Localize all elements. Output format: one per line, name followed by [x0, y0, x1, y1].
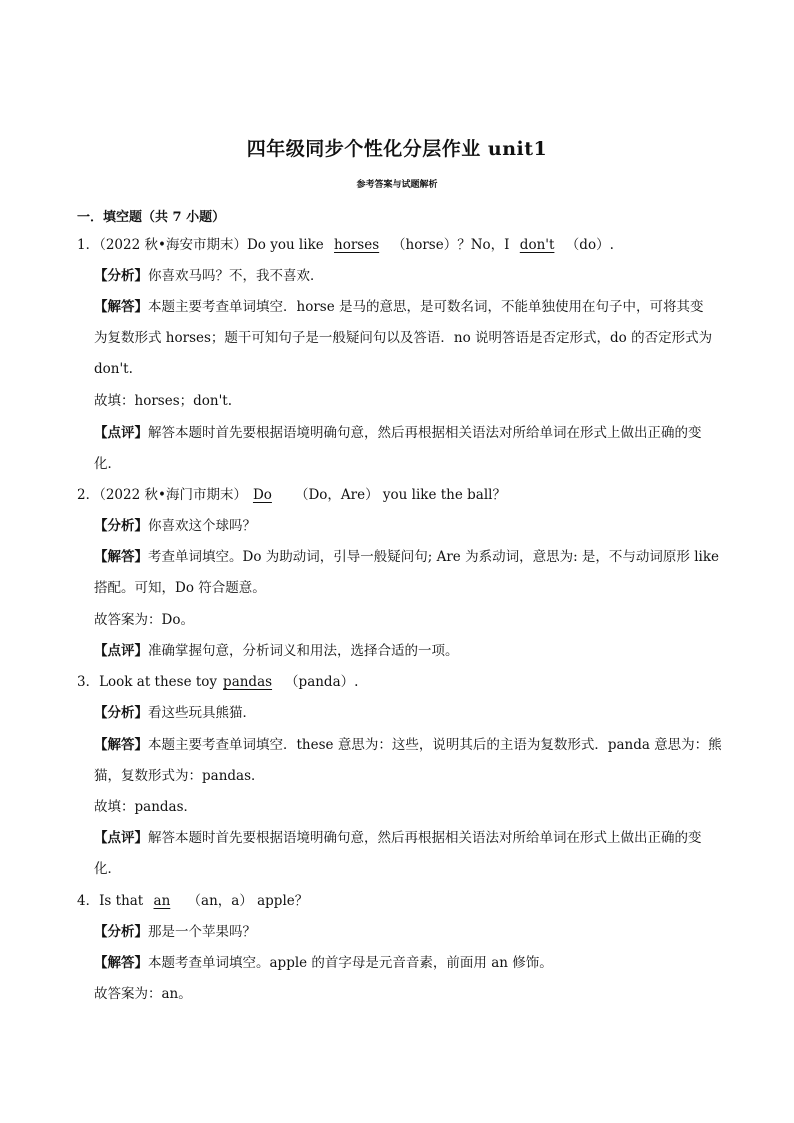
page-title: 四年级同步个性化分层作业 unit1 [246, 138, 548, 160]
answer-text: 本题考查单词填空。apple 的首字母是元音音素，前面用 an 修饰。 [148, 955, 553, 971]
answer-tag: 【解答】 [94, 737, 148, 753]
question-2 [77, 486, 506, 504]
answer-line [94, 298, 703, 316]
analysis-text: 那是一个苹果吗？ [148, 924, 256, 940]
question-text: （Do，Are） you like the ball？ [294, 487, 506, 503]
answer-tag: 【解答】 [94, 299, 148, 315]
comment-tag: 【点评】 [94, 643, 148, 659]
analysis-line [94, 517, 256, 535]
comment-text: 化． [94, 861, 121, 877]
answer-line [94, 954, 553, 972]
section-heading: 一．填空题（共 7 小题） [77, 210, 226, 225]
question-text: 3．Look at these toy [77, 674, 218, 690]
question-text: （horse）？No，I [392, 237, 514, 253]
answer-blank: pandas [223, 674, 273, 690]
answer-blank: Do [252, 487, 272, 503]
analysis-line [94, 267, 324, 285]
answer-line [94, 548, 719, 566]
analysis-tag: 【分析】 [94, 705, 148, 721]
question-text: （do）. [565, 237, 614, 253]
question-text: 1．（2022 秋•海安市期末）Do you like [77, 237, 329, 253]
answer-blank: horses [334, 237, 380, 253]
comment-text: 准确掌握句意，分析词义和用法，选择合适的一项。 [148, 643, 459, 659]
comment-line [94, 424, 702, 442]
comment-tag: 【点评】 [94, 425, 148, 441]
comment-tag: 【点评】 [94, 830, 148, 846]
question-text: 4．Is that [77, 893, 148, 909]
answer-text: 搭配。可知，Do 符合题意。 [94, 580, 266, 596]
answer-text: 考查单词填空。Do 为助动词，引导一般疑问句; Are 为系动词，意思为: 是，不与动词原形 like [148, 549, 720, 565]
answer-text: don't. [94, 361, 133, 377]
analysis-tag: 【分析】 [94, 924, 148, 940]
answer-line [94, 736, 722, 754]
fill-answer: 故填：pandas． [94, 799, 198, 815]
answer-text: 本题主要考查单词填空．horse 是马的意思，是可数名词，不能单独使用在句子中，可将其变 [148, 299, 704, 315]
question-text: （an，a） apple？ [187, 893, 309, 909]
answer-text: 本题主要考查单词填空．these 意思为：这些，说明其后的主语为复数形式．panda 意思为：熊 [148, 737, 722, 753]
answer-blank: don't [519, 237, 555, 253]
answer-text: 猫，复数形式为：pandas． [94, 768, 265, 784]
analysis-text: 你喜欢马吗？不，我不喜欢． [148, 268, 324, 284]
answer-blank: an [153, 893, 171, 909]
answer-tag: 【解答】 [94, 955, 148, 971]
fill-answer: 故填：horses；don't. [94, 393, 233, 409]
comment-line [94, 829, 702, 847]
analysis-line [94, 704, 256, 722]
question-text: （panda）. [285, 674, 359, 690]
fill-answer: 故答案为：an。 [94, 986, 192, 1002]
comment-text: 解答本题时首先要根据语境明确句意，然后再根据相关语法对所给单词在形式上做出正确的变 [148, 830, 702, 846]
analysis-tag: 【分析】 [94, 518, 148, 534]
analysis-tag: 【分析】 [94, 268, 148, 284]
question-4 [77, 892, 308, 910]
analysis-text: 看这些玩具熊猫． [148, 705, 256, 721]
comment-text: 化． [94, 456, 121, 472]
fill-answer: 故答案为：Do。 [94, 612, 194, 628]
answer-text: 为复数形式 horses；题干可知句子是一般疑问句以及答语．no 说明答语是否定形式，do 的否定形式为 [94, 330, 713, 346]
question-3 [77, 673, 358, 691]
comment-line [94, 642, 459, 660]
answer-tag: 【解答】 [94, 549, 148, 565]
analysis-line [94, 923, 256, 941]
question-1 [77, 236, 614, 254]
analysis-text: 你喜欢这个球吗？ [148, 518, 256, 534]
page-subtitle: 参考答案与试题解析 [356, 180, 438, 190]
question-text: 2．（2022 秋•海门市期末） [77, 487, 247, 503]
comment-text: 解答本题时首先要根据语境明确句意，然后再根据相关语法对所给单词在形式上做出正确的变 [148, 425, 702, 441]
